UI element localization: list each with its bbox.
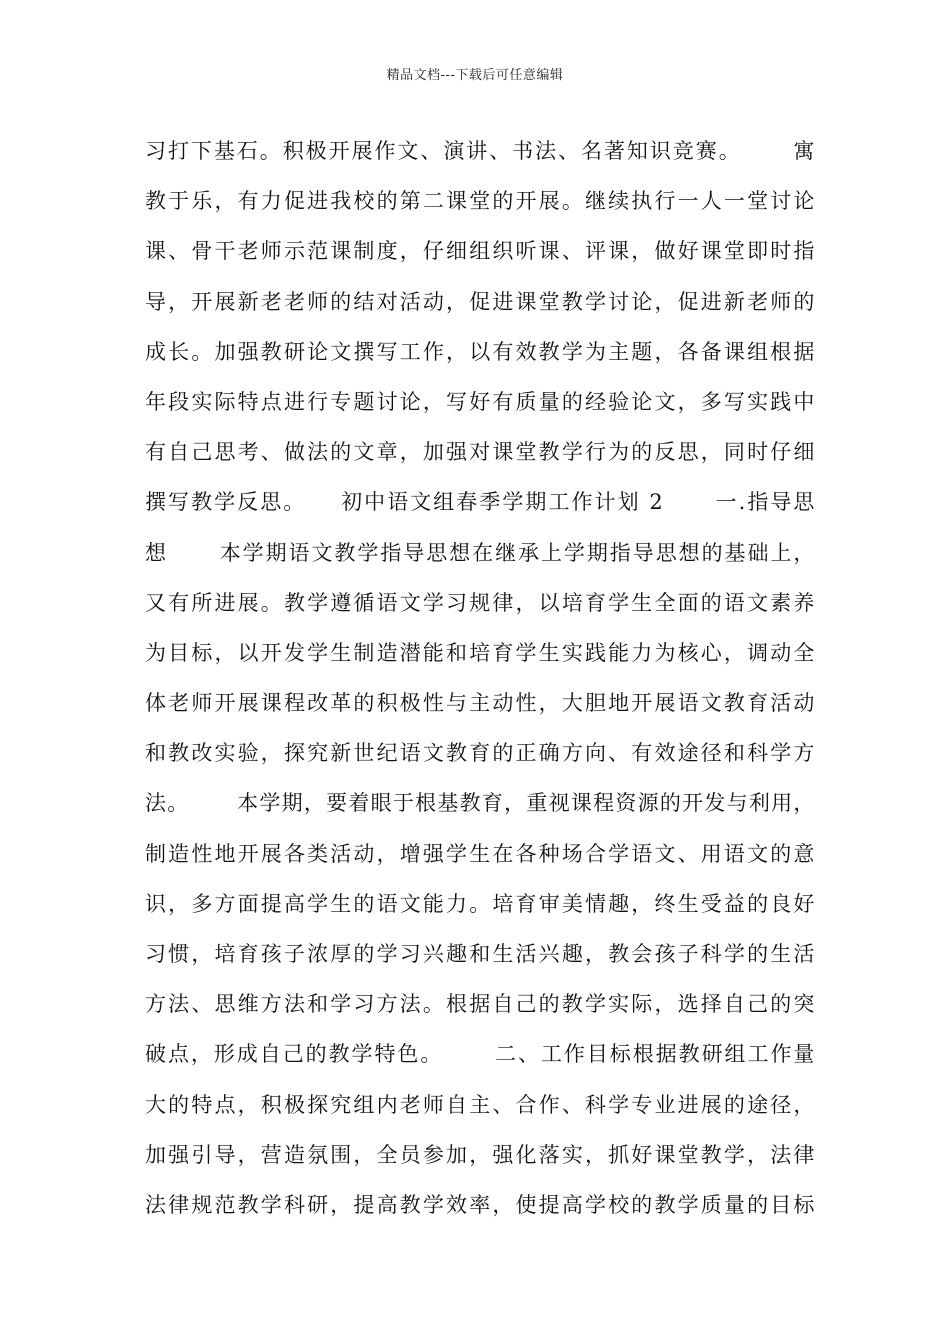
text-line: 大的特点，积极探究组内老师自主、合作、科学专业进展的途径， <box>145 1092 815 1117</box>
text-line: 年段实际特点进行专题讨论，写好有质量的经验论文，多写实践中 <box>145 389 815 414</box>
text-line: 习惯，培育孩子浓厚的学习兴趣和生活兴趣，教会孩子科学的生活 <box>145 942 815 966</box>
text-line: 习打下基石。积极开展作文、演讲、书法、名著知识竞赛。 寓 <box>145 139 815 163</box>
text-line: 加强引导，营造氛围，全员参加，强化落实，抓好课堂教学，法律 <box>145 1142 815 1167</box>
text-line: 法律规范教学科研，提高教学效率，使提高学校的教学质量的目标 <box>145 1192 815 1217</box>
text-line: 成长。加强教研论文撰写工作，以有效教学为主题，各备课组根据 <box>145 339 815 364</box>
text-line: 有自己思考、做法的文章，加强对课堂教学行为的反思，同时仔细 <box>145 440 815 465</box>
text-line: 想 本学期语文教学指导思想在继承上学期指导思想的基础上， <box>145 540 815 565</box>
text-line: 课、骨干老师示范课制度，仔细组织听课、评课，做好课堂即时指 <box>145 239 815 264</box>
text-line: 教于乐，有力促进我校的第二课堂的开展。继续执行一人一堂讨论 <box>145 189 815 214</box>
text-line: 识，多方面提高学生的语文能力。培育审美情趣，终生受益的良好 <box>145 891 815 916</box>
document-body <box>145 126 815 1230</box>
text-line: 破点，形成自己的教学特色。 二、工作目标根据教研组工作量 <box>145 1042 815 1067</box>
text-line: 又有所进展。教学遵循语文学习规律，以培育学生全面的语文素养 <box>145 590 815 615</box>
text-line: 和教改实验，探究新世纪语文教育的正确方向、有效途径和科学方 <box>145 741 815 766</box>
text-line: 导，开展新老老师的结对活动，促进课堂教学讨论，促进新老师的 <box>145 289 815 314</box>
text-line: 方法、思维方法和学习方法。根据自己的教学实际，选择自己的突 <box>145 992 815 1017</box>
page-header: 精品文档---下载后可任意编辑 <box>386 68 564 83</box>
text-line: 体老师开展课程改革的积极性与主动性，大胆地开展语文教育活动 <box>145 691 815 716</box>
text-line: 制造性地开展各类活动，增强学生在各种场合学语文、用语文的意 <box>145 841 815 866</box>
text-line: 为目标，以开发学生制造潜能和培育学生实践能力为核心，调动全 <box>145 640 815 665</box>
text-line: 撰写教学反思。 初中语文组春季学期工作计划 2 一.指导思 <box>145 490 815 515</box>
text-line: 法。 本学期，要着眼于根基教育，重视课程资源的开发与利用， <box>145 791 815 816</box>
